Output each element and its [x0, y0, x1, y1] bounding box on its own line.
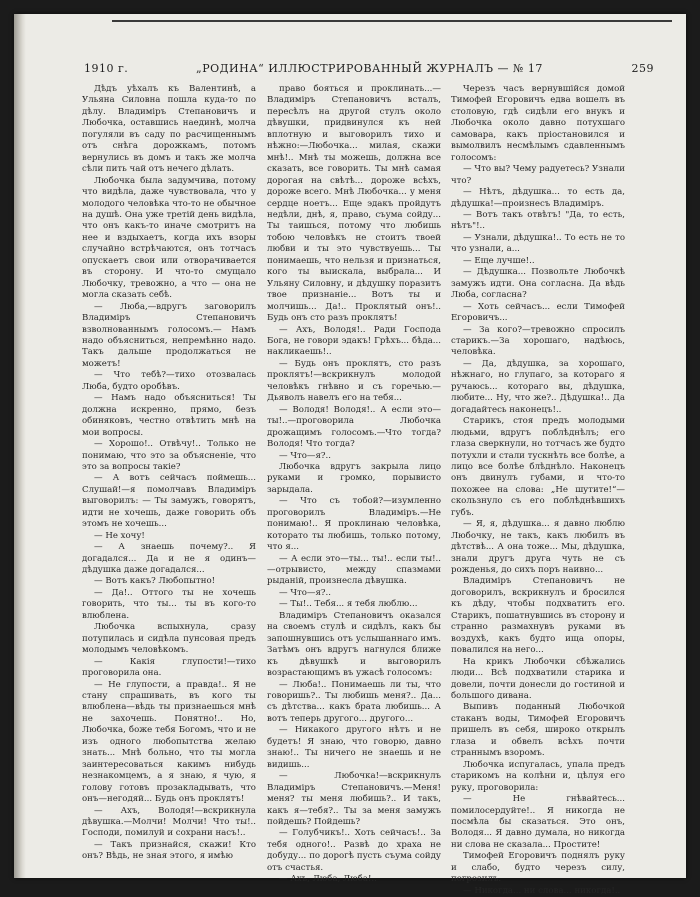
paragraph: — Хорошо!.. Отвѣчу!.. Только не понимаю, что это за объясненіе, что это за вопросы такіе?	[82, 439, 256, 472]
header-year: 1910 г.	[84, 62, 129, 75]
paragraph: — Никогда... ни слова... никогда!..	[463, 885, 621, 896]
paragraph: — Да!.. Оттого ты не хочешь говорить, что ты... ты въ кого-то влюблена.	[82, 587, 256, 621]
paragraph: право бояться и проклинать...—Владиміръ Степановичъ всталъ, пересѣлъ на другой стулъ около дѣвушки, придвинулся къ ней вплотную и выговорилъ тихо и нѣжно:—Любочка... милая, скажи мнѣ!.. Мнѣ ты можешь, должна все сказать, все говорить. Ты мнѣ самая дорогая на свѣтѣ... дороже всѣхъ, дороже всего. Мнѣ Любочка... у меня сердце ноетъ... Еще эдакъ пройдутъ недѣли, днѣ, я, право, съума сойду... Ты таишься, потому что любишь тобою человѣкъ не стоитъ твоей любви и ты это чувствуешь... Ты понимаешь, что нельзя и признаться, кого ты выискала, выбрала... И Ульяну Силовну, и дѣдушку поразитъ твое признаніе... Вотъ ты и молчишь... Да!.. Проклятый онъ!.. Будь онъ сто разъ проклятъ!	[267, 84, 441, 324]
paragraph: Владиміръ Степановичъ оказался на своемъ стулѣ и сидѣлъ, какъ бы запошнувшись отъ услышаннаго имъ. Затѣмъ онъ вдругъ нагнулся ближе къ дѣвушкѣ и выговорилъ возрастающимъ въ ужасѣ голосомъ:	[267, 610, 441, 679]
paragraph: — Не глупости, а правда!.. Я не стану спрашивать, въ кого ты влюблена—вѣдь ты признаешься мнѣ не захочешь. Понятно!.. Но, Любочка, боже тебя Богомъ, что и не изъ одного любопытства желаю знать... Мнѣ больно, что ты могла заинтересоваться какимъ нибудь незнакомцемъ, а я знаю, я чую, я голову готовъ прозакладывать, что онъ—негодяй... Будь онъ проклятъ!	[82, 679, 256, 805]
paragraph: Старикъ, стоя предъ молодыми людьми, вдругъ поблѣднѣлъ; его глаза сверкнули, но тотчасъ же будто потухли и стали тускнѣть все болѣе, а лицо все болѣе блѣднѣло. Наконецъ онъ двинулъ губами, и что-то похожее на слова: „Не шутите!“—скользнуло съ его поблѣднѣвшихъ губъ.	[451, 416, 625, 518]
paragraph: Любочка испугалась, упала предъ старикомъ на колѣни и, цѣлуя его руку, проговорила:	[451, 759, 625, 793]
paragraph: — Ахъ, Володя!.. Ради Господа Бога, не говори эдакъ! Грѣхъ... бѣда... накликаешь!..	[267, 324, 441, 358]
paragraph: — Никакого другого нѣтъ и не будетъ! Я знаю, что говорю, давно знаю!.. Ты ничего не знаешь и не видишь...	[267, 725, 441, 770]
paragraph: Любочка была задумчива, потому что видѣла, даже чувствовала, что у молодого человѣка что-то не обычное на душѣ. Она уже третій день видѣла, что онъ какъ-то иначе смотритъ на нее и вздыхаетъ, когда ихъ взоры случайно встрѣчаются, онъ тотчасъ опускаетъ свои или отворачивается въ сторону. И что-то смущало Любочку, тревожно, а что — она не могла сказать себѣ.	[82, 175, 256, 301]
paragraph: — Дѣдушка... Позвольте Любочкѣ замужъ идти. Она согласна. Да вѣдь Люба, согласна?	[451, 267, 625, 301]
paragraph: — Не хочу!	[94, 530, 145, 541]
paragraph: — Хоть сейчасъ... если Тимофей Егоровичъ...	[451, 301, 625, 324]
paragraph: — А если это—ты... ты!.. если ты!..—отрывисто, между спазмами рыданій, произнесла дѣвушка.	[267, 553, 441, 587]
paragraph: — Будь онъ проклятъ, сто разъ проклятъ!—вскрикнулъ молодой человѣкъ гнѣвно и съ горечью.—Дьяволъ навелъ его на тебя...	[267, 358, 441, 404]
paragraph: — Ты!.. Тебя... я тебя люблю...	[279, 599, 418, 610]
paragraph: — Да, дѣдушка, за хорошаго, нѣжнаго, но глупаго, за котораго я ручаюсь... котораго вы, дѣдушка, любите... Ну, что же?.. Дѣдушка!.. Да догадайтесь наконецъ!..	[451, 358, 625, 415]
top-rule	[112, 20, 672, 22]
page-number: 259	[631, 62, 654, 75]
paragraph: — Люба,—вдругъ заговорилъ Владиміръ Степановичъ взволнованнымъ голосомъ.— Намъ надо объясниться, непремѣнно надо. Такъ дальше продолжаться не можетъ!	[82, 301, 256, 369]
paragraph: — Какія глупости!—тихо проговорила она.	[82, 656, 256, 679]
paragraph: — Что съ тобой?—изумленно проговорилъ Владиміръ.—Не понимаю!.. Я проклинаю человѣка, которато ты любишь, только потому, что я...	[267, 496, 441, 553]
paragraph: — А вотъ сейчасъ поймешь... Слушай!—я помолчавъ Владиміръ выговорилъ: — Ты замужъ, говорятъ, идти не хочешь, даже говорить объ этомъ не хочешь...	[82, 473, 256, 530]
paragraph: — Такъ признайся, скажи! Кто онъ? Вѣдь, не зная этого, я имѣю	[82, 839, 256, 862]
paragraph: Черезъ часъ вернувшійся домой Тимофей Егоровичъ едва вошелъ въ столовую, гдѣ сидѣли его внукъ и Любочка около давно потухшаго самовара, какъ пріостановился и вымолвилъ несмѣлымъ сдавленнымъ голосомъ:	[451, 84, 625, 163]
paragraph: Любочка вдругъ закрыла лицо руками и громко, порывисто зарыдала.	[267, 461, 441, 495]
paragraph: — Вотъ такъ отвѣтъ! "Да, то есть, нѣтъ"!..	[451, 209, 625, 232]
journal-page	[14, 14, 686, 896]
text-column-2	[267, 84, 441, 885]
paragraph: — Ахъ, Володя!—вскрикнула дѣвушка.—Молчи! Молчи! Что ты!.. Господи, помилуй и сохрани насъ!..	[82, 805, 256, 839]
header-title: „РОДИНА“ ИЛЛЮСТРИРОВАННЫЙ ЖУРНАЛЪ — № 17	[196, 62, 543, 75]
paragraph: — Не гнѣвайтесь... помилосердуйте!.. Я никогда не посмѣла бы сказаться. Это онъ, Володя... Я давно думала, но никогда ни слова не сказала... Простите!	[451, 794, 625, 850]
paragraph: — Вотъ какъ? Любопытно!	[94, 576, 216, 587]
paragraph: — А знаешь почему?.. Я догадался... Да и не я одинъ—дѣдушка даже догадался...	[82, 542, 256, 576]
text-column-3	[451, 84, 625, 896]
paragraph: — Что тебѣ?—тихо отозвалась Люба, будто оробѣвъ.	[82, 370, 256, 392]
paragraph: — Что вы? Чему радуетесь? Узнали что?	[451, 164, 625, 186]
page-fold-shadow	[14, 14, 26, 878]
paragraph: Тимофей Егоровичъ поднялъ руку и слабо, будто черезъ силу, погрозилъ.	[451, 851, 625, 885]
text-column-1	[82, 84, 256, 870]
paragraph: — Голубчикъ!.. Хоть сейчасъ!.. За тебя одного!.. Развѣ до храха не добуду... по дорогѣ пусть съума сойду отъ счастья.	[267, 828, 441, 873]
paragraph: Владиміръ Степановичъ не договорилъ, вскрикнулъ и бросился къ дѣду, чтобы подхватить его. Старикъ, пошатнувшись въ сторону и странно размахнувъ руками въ воздухѣ, какъ будто ища опоры, повалился на него...	[451, 576, 625, 656]
paragraph: — Что—я?..	[279, 450, 331, 461]
paragraph: — За кого?—тревожно спросилъ старикъ.—За хорошаго, надѣюсь, человѣка.	[451, 324, 625, 358]
paragraph: Любочка вспыхнула, сразу потупилась и сидѣла пунсовая предъ молодымъ человѣкомъ.	[82, 622, 256, 656]
paragraph: На крикъ Любочки сбѣжались люди... Всѣ подхватили старика и довели, почти донесли до гостиной и большого дивана.	[451, 656, 625, 702]
paragraph: — Любочка!—вскрикнулъ Владиміръ Степановичъ.—Меня! меня? ты меня любишь?.. И такъ, какъ я—тебя?.. Ты за меня замужъ пойдешь? Пойдешь?	[267, 771, 441, 827]
paragraph: — Володя! Володя!.. А если это—ты!..—проговорила Любочка дрожащимъ голосомъ.—Что тогда? Володя! Что тогда?	[267, 404, 441, 450]
paragraph: — Еще лучше!..	[463, 255, 535, 266]
paragraph: — Ахъ, Люба, Люба!..	[279, 874, 377, 885]
paragraph: — Нѣтъ, дѣдушка... то есть да, дѣдушка!—произнесъ Владиміръ.	[451, 187, 625, 209]
paragraph: — Я, я, дѣдушка... я давно люблю Любочку, не такъ, какъ любилъ въ дѣтствѣ... А она тоже... Мы, дѣдушка, знали другъ друга чуть не съ рожденья, до сихъ поръ наивно...	[451, 519, 625, 576]
paragraph: — Намъ надо объясниться! Ты должна искренно, прямо, безъ обиняковъ, честно отвѣтить мнѣ на мои вопросы.	[82, 393, 256, 438]
paragraph: — Что—я?..	[279, 587, 331, 598]
paragraph: Выпивъ поданный Любочкой стаканъ воды, Тимофей Егоровичъ пришелъ въ себя, широко открылъ глаза и обвелъ всѣхъ почти страннымъ взоромъ.	[451, 702, 625, 759]
paragraph: — Узнали, дѣдушка!.. То есть не то что узнали, а...	[451, 232, 625, 255]
paragraph: — Люба!.. Понимаешь ли ты, что говоришь?.. Ты любишь меня?.. Да... съ дѣтства... какъ брата любишь... А вотъ теперь другого... другого...	[267, 679, 441, 724]
paragraph: Дѣдъ уѣхалъ къ Валентинѣ, а Ульяна Силовна пошла куда-то по дѣлу. Владиміръ Степановичъ и Любочка, оставшись наединѣ, молча погуляли въ саду по расчищеннымъ отъ снѣга дорожкамъ, потомъ вернулись въ домъ и такъ же молча сѣли пить чай отъ нечего дѣлать.	[82, 84, 256, 175]
